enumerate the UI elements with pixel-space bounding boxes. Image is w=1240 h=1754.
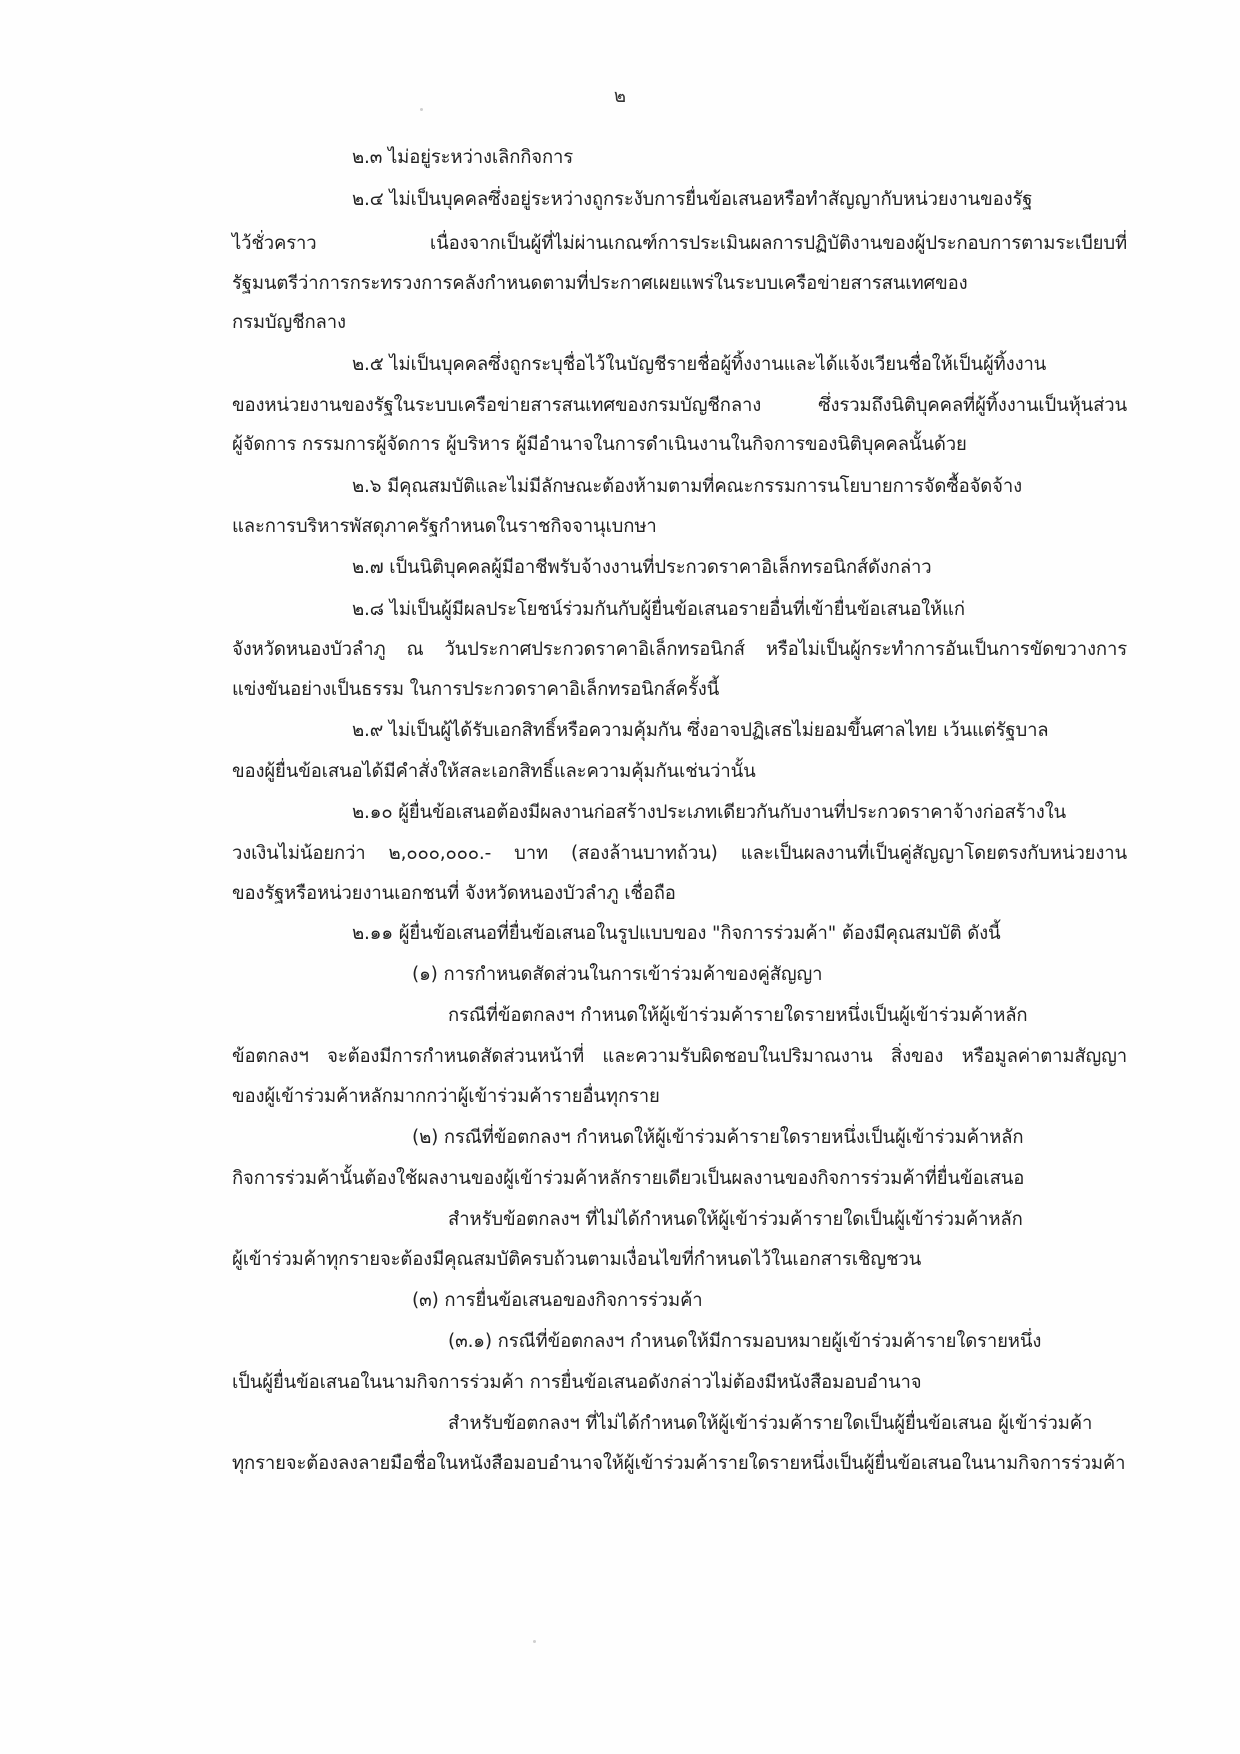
clause-2-7: ๒.๗ เป็นนิติบุคคลผู้มีอาชีพรับจ้างงานที่ประกวดราคาอิเล็กทรอนิกส์ดังกล่าว (352, 557, 932, 578)
clause-2-4-cont: กรมบัญชีกลาง (232, 312, 346, 333)
clause-2-8-cont: จังหวัดหนองบัวลำภู ณ วันประกาศประกวดราคาอิเล็กทรอนิกส์ หรือไม่เป็นผู้กระทำการอันเป็นการขัดขวางการ (232, 639, 1127, 660)
clause-2-4: ๒.๔ ไม่เป็นบุคคลซึ่งอยู่ระหว่างถูกระงับการยื่นข้อเสนอหรือทำสัญญากับหน่วยงานของรัฐ (352, 189, 1033, 210)
clause-2-5: ๒.๕ ไม่เป็นบุคคลซึ่งถูกระบุชื่อไว้ในบัญชีรายชื่อผู้ทิ้งงานและได้แจ้งเวียนชื่อให้เป็นผู้ทิ้งงาน (352, 354, 1047, 375)
clause-2-5-cont: ของหน่วยงานของรัฐในระบบเครือข่ายสารสนเทศของกรมบัญชีกลาง ซึ่งรวมถึงนิติบุคคลที่ผู้ทิ้งงานเป็นหุ้นส่วน (232, 395, 1127, 416)
clause-2-8-cont: แข่งขันอย่างเป็นธรรม ในการประกวดราคาอิเล็กทรอนิกส์ครั้งนี้ (232, 679, 720, 700)
page-number: ๒ (613, 86, 627, 107)
clause-2-11-item-2: (๒) กรณีที่ข้อตกลงฯ กำหนดให้ผู้เข้าร่วมค้ารายใดรายหนึ่งเป็นผู้เข้าร่วมค้าหลัก (412, 1127, 1024, 1148)
clause-2-11-item-1-cont: ของผู้เข้าร่วมค้าหลักมากกว่าผู้เข้าร่วมค้ารายอื่นทุกราย (232, 1086, 660, 1107)
clause-2-11-item-3-1-note-cont: ทุกรายจะต้องลงลายมือชื่อในหนังสือมอบอำนาจให้ผู้เข้าร่วมค้ารายใดรายหนึ่งเป็นผู้ยื่นข้อเสนอในนามกิจการร่วมค้า (232, 1453, 1126, 1474)
scan-speck (420, 108, 423, 111)
clause-2-11-item-1-text: กรณีที่ข้อตกลงฯ กำหนดให้ผู้เข้าร่วมค้ารายใดรายหนึ่งเป็นผู้เข้าร่วมค้าหลัก (448, 1005, 1028, 1026)
clause-2-6-cont: และการบริหารพัสดุภาครัฐกำหนดในราชกิจจานุเบกษา (232, 516, 657, 537)
clause-2-4-cont: รัฐมนตรีว่าการกระทรวงการคลังกำหนดตามที่ประกาศเผยแพร่ในระบบเครือข่ายสารสนเทศของ (232, 273, 968, 294)
clause-2-11-item-3-1-note: สำหรับข้อตกลงฯ ที่ไม่ได้กำหนดให้ผู้เข้าร่วมค้ารายใดเป็นผู้ยื่นข้อเสนอ ผู้เข้าร่วมค้า (448, 1413, 1093, 1434)
clause-2-11: ๒.๑๑ ผู้ยื่นข้อเสนอที่ยื่นข้อเสนอในรูปแบบของ "กิจการร่วมค้า" ต้องมีคุณสมบัติ ดังนี้ (352, 923, 1001, 944)
clause-2-11-item-3-1: (๓.๑) กรณีที่ข้อตกลงฯ กำหนดให้มีการมอบหมายผู้เข้าร่วมค้ารายใดรายหนึ่ง (448, 1331, 1042, 1352)
clause-2-10: ๒.๑๐ ผู้ยื่นข้อเสนอต้องมีผลงานก่อสร้างประเภทเดียวกันกับงานที่ประกวดราคาจ้างก่อสร้างใน (352, 802, 1066, 823)
scan-speck (533, 1640, 536, 1643)
clause-2-10-cont: วงเงินไม่น้อยกว่า ๒,๐๐๐,๐๐๐.- บาท (สองล้านบาทถ้วน) และเป็นผลงานที่เป็นคู่สัญญาโดยตรงกับหน่วยงาน (232, 843, 1127, 864)
clause-2-4-cont: ไว้ชั่วคราว เนื่องจากเป็นผู้ที่ไม่ผ่านเกณฑ์การประเมินผลการปฏิบัติงานของผู้ประกอบการตามระเบียบที่ (232, 233, 1127, 254)
clause-2-11-item-1: (๑) การกำหนดสัดส่วนในการเข้าร่วมค้าของคู่สัญญา (412, 964, 823, 985)
clause-2-9-cont: ของผู้ยื่นข้อเสนอได้มีคำสั่งให้สละเอกสิทธิ์และความคุ้มกันเช่นว่านั้น (232, 761, 756, 782)
clause-2-11-item-3: (๓) การยื่นข้อเสนอของกิจการร่วมค้า (412, 1290, 703, 1311)
clause-2-11-item-3-1-cont: เป็นผู้ยื่นข้อเสนอในนามกิจการร่วมค้า การยื่นข้อเสนอดังกล่าวไม่ต้องมีหนังสือมอบอำนาจ (232, 1372, 922, 1393)
clause-2-11-item-2-note-cont: ผู้เข้าร่วมค้าทุกรายจะต้องมีคุณสมบัติครบถ้วนตามเงื่อนไขที่กำหนดไว้ในเอกสารเชิญชวน (232, 1249, 922, 1270)
clause-2-11-item-1-cont: ข้อตกลงฯ จะต้องมีการกำหนดสัดส่วนหน้าที่ และความรับผิดชอบในปริมาณงาน สิ่งของ หรือมูลค่าตามสัญญา (232, 1046, 1127, 1067)
clause-2-5-cont: ผู้จัดการ กรรมการผู้จัดการ ผู้บริหาร ผู้มีอำนาจในการดำเนินงานในกิจการของนิติบุคคลนั้นด้วย (232, 434, 967, 455)
clause-2-6: ๒.๖ มีคุณสมบัติและไม่มีลักษณะต้องห้ามตามที่คณะกรรมการนโยบายการจัดซื้อจัดจ้าง (352, 476, 1022, 497)
clause-2-10-cont: ของรัฐหรือหน่วยงานเอกชนที่ จังหวัดหนองบัวลำภู เชื่อถือ (232, 883, 676, 904)
clause-2-9: ๒.๙ ไม่เป็นผู้ได้รับเอกสิทธิ์หรือความคุ้มกัน ซึ่งอาจปฏิเสธไม่ยอมขึ้นศาลไทย เว้นแต่รัฐบาล (352, 720, 1049, 741)
clause-2-11-item-2-note: สำหรับข้อตกลงฯ ที่ไม่ได้กำหนดให้ผู้เข้าร่วมค้ารายใดเป็นผู้เข้าร่วมค้าหลัก (448, 1209, 1023, 1230)
clause-2-3: ๒.๓ ไม่อยู่ระหว่างเลิกกิจการ (352, 147, 574, 168)
clause-2-11-item-2-cont: กิจการร่วมค้านั้นต้องใช้ผลงานของผู้เข้าร่วมค้าหลักรายเดียวเป็นผลงานของกิจการร่วมค้าที่ยื่นข้อเสนอ (232, 1168, 1025, 1189)
clause-2-8: ๒.๘ ไม่เป็นผู้มีผลประโยชน์ร่วมกันกับผู้ยื่นข้อเสนอรายอื่นที่เข้ายื่นข้อเสนอให้แก่ (352, 599, 965, 620)
